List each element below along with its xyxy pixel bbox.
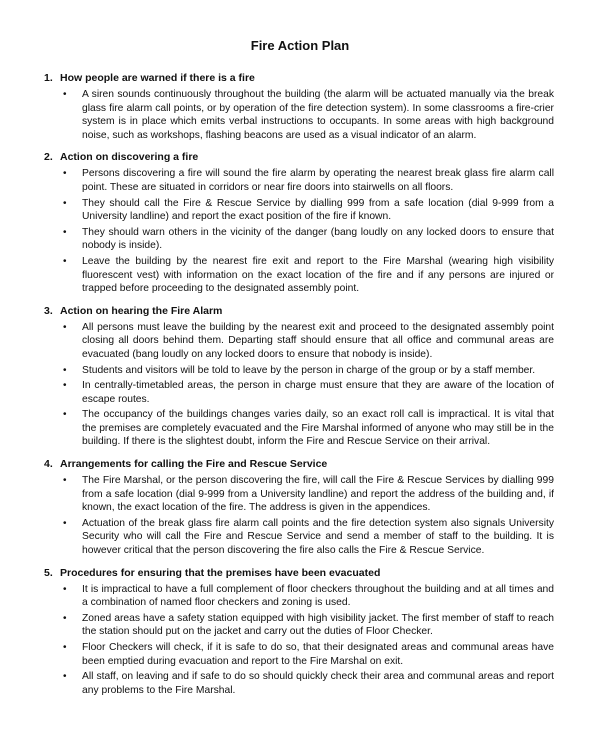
list-item-text: Persons discovering a fire will sound the fire alarm by operating the nearest break glass fire alarm call point. These are situated in corridors or near fire doors into stairwells on all floors.	[82, 168, 554, 193]
list-item-text: Actuation of the break glass fire alarm call points and the fire detection system also signals University Security who will call the Fire and Rescue Service and send a member of staff to the building. It is however critical that the person discovering the fire also calls the Fire & Rescue Service.	[82, 517, 554, 557]
section-heading-text: Action on hearing the Fire Alarm	[60, 304, 223, 317]
bullet-dot-icon: •	[63, 226, 67, 238]
list-item-text: They should call the Fire & Rescue Service by dialling 999 from a safe location (dial 9-999 from a University landline) and report the exact position of the fire if known.	[82, 197, 554, 223]
section-number: 4.	[44, 458, 53, 471]
section-3	[44, 304, 554, 449]
bullet-dot-icon: •	[63, 321, 67, 333]
section-4	[44, 457, 554, 558]
list-item-text: In centrally-timetabled areas, the person in charge must ensure that they are aware of the location of escape routes.	[82, 380, 554, 405]
list-item-text: Floor Checkers will check, if it is safe to do so, that their designated areas and communal areas have been emptied during evacuation and report to the Fire Marshal on exit.	[82, 642, 554, 667]
list-item	[44, 88, 554, 142]
list-item-text: All persons must leave the building by the nearest exit and proceed to the designated assembly point closing all doors behind them. Departing staff should ensure that all office and communal areas are evacuated (bang loudly on any locked doors to ensure that nobody is inside).	[82, 321, 554, 360]
bullet-list	[44, 167, 554, 295]
list-item-text: All staff, on leaving and if safe to do so should quickly check their area and communal areas and report any problems to the Fire Marshal.	[82, 671, 554, 696]
document-title: Fire Action Plan	[250, 38, 350, 53]
section-heading-text: Procedures for ensuring that the premises have been evacuated	[60, 566, 381, 579]
section-number: 5.	[44, 566, 53, 579]
list-item	[44, 517, 554, 558]
bullet-dot-icon: •	[63, 197, 67, 209]
list-item	[44, 226, 554, 253]
bullet-dot-icon: •	[63, 364, 67, 376]
list-item-text: The Fire Marshal, or the person discovering the fire, will call the Fire & Rescue Services by dialling 999 from a safe location (dial 9-999 from a University landline) and report the address of the building and, if known, the exact location of the fire. The address is given in the appendices.	[82, 475, 554, 514]
section-heading-text: Arrangements for calling the Fire and Rescue Service	[60, 458, 328, 471]
section-heading	[44, 457, 554, 471]
bullet-dot-icon: •	[63, 671, 67, 683]
section-heading	[44, 566, 554, 580]
list-item	[44, 474, 554, 515]
bullet-dot-icon: •	[63, 380, 67, 392]
section-heading-text: Action on discovering a fire	[60, 151, 199, 164]
bullet-dot-icon: •	[63, 89, 67, 100]
section-1	[44, 71, 554, 142]
bullet-dot-icon: •	[63, 255, 67, 267]
bullet-list	[44, 474, 554, 558]
section-number: 2.	[44, 151, 53, 164]
list-item	[44, 612, 554, 639]
list-item-text: It is impractical to have a full complement of floor checkers throughout the building and at all times and a combination of named floor checkers and zoning is used.	[82, 583, 554, 609]
list-item	[44, 408, 554, 449]
sections-container	[44, 71, 554, 705]
bullet-dot-icon: •	[63, 642, 67, 653]
list-item	[44, 670, 554, 697]
bullet-dot-icon: •	[63, 612, 67, 624]
list-item-text: They should warn others in the vicinity of the danger (bang loudly on any locked doors to ensure that nobody is inside).	[82, 226, 554, 252]
list-item-text: Students and visitors will be told to leave by the person in charge of the group or by a staff member.	[82, 364, 536, 376]
bullet-list	[44, 583, 554, 698]
list-item	[44, 364, 554, 378]
list-item	[44, 167, 554, 194]
bullet-dot-icon: •	[63, 475, 67, 487]
list-item	[44, 255, 554, 296]
list-item	[44, 583, 554, 610]
section-2	[44, 150, 554, 295]
section-heading	[44, 150, 554, 164]
list-item-text: Zoned areas have a safety station equipped with high visibility jacket. The first member of staff to reach the station should put on the jacket and carry out the duties of Floor Checker.	[82, 612, 554, 638]
bullet-dot-icon: •	[63, 583, 67, 595]
list-item	[44, 641, 554, 668]
list-item-text: A siren sounds continuously throughout the building (the alarm will be actuated manually via the break glass fire alarm call points, or by operation of the fire detection system). In some classrooms a fire-crier system is in place which emits verbal instructions to occupants. In some areas with high background noise, such as workshops, flashing beacons are used as a visual indicator of an alarm.	[82, 89, 554, 141]
section-5	[44, 566, 554, 698]
section-heading	[44, 304, 554, 318]
section-number: 3.	[44, 304, 53, 317]
bullet-dot-icon: •	[63, 409, 67, 421]
list-item-text: The occupancy of the buildings changes varies daily, so an exact roll call is impractical. It is vital that the premises are completely evacuated and the Fire Marshal informed of anyone who may still be in the building. If there is the slightest doubt, inform the Fire and Rescue Service on their arrival.	[82, 409, 554, 448]
section-heading-text: How people are warned if there is a fire	[60, 72, 255, 84]
list-item-text: Leave the building by the nearest fire exit and report to the Fire Marshal (wearing high visibility fluorescent vest) with information on the exact location of the fire and if any persons are injured or trapped before proceeding to the designated assembly point.	[82, 255, 554, 295]
bullet-list	[44, 88, 554, 142]
section-number: 1.	[44, 72, 53, 84]
bullet-list	[44, 321, 554, 449]
bullet-dot-icon: •	[63, 168, 67, 180]
section-heading	[44, 71, 554, 85]
list-item	[44, 379, 554, 406]
bullet-dot-icon: •	[63, 517, 67, 529]
list-item	[44, 321, 554, 362]
list-item	[44, 197, 554, 224]
